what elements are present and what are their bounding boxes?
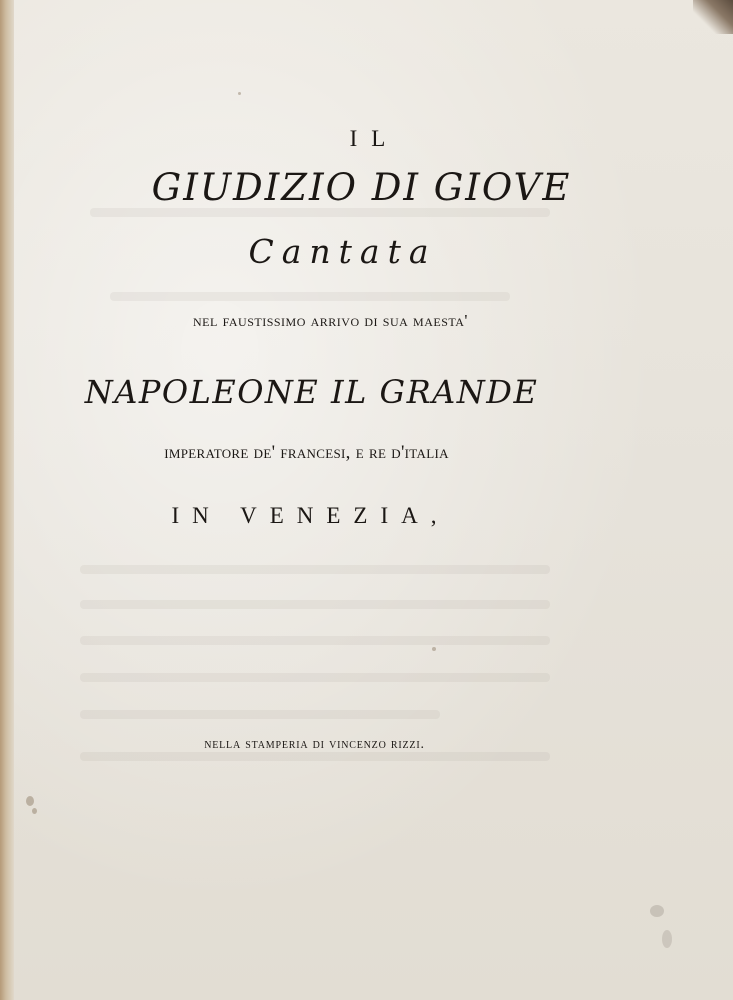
foxing-spot xyxy=(32,808,37,814)
main-title: GIUDIZIO DI GIOVE xyxy=(151,166,572,209)
bleed-through-line xyxy=(80,710,440,719)
bleed-through-line xyxy=(110,292,510,301)
bleed-through-line xyxy=(80,600,550,609)
imprint-line: nella stamperia di vincenzo rizzi. xyxy=(204,737,425,752)
place-line: IN VENEZIA, xyxy=(171,503,450,528)
bleed-through-line xyxy=(80,752,550,761)
occasion-line: nel faustissimo arrivo di sua maesta' xyxy=(193,311,468,330)
foxing-spot xyxy=(26,796,34,806)
bleed-through-line xyxy=(80,565,550,574)
foxing-spot xyxy=(432,647,436,651)
foxing-spot xyxy=(238,92,241,95)
dedicatee-titles: imperatore de' francesi, e re d'italia xyxy=(164,442,449,463)
bleed-through-line xyxy=(80,636,550,645)
genre-line: Cantata xyxy=(248,232,437,271)
foxing-spot xyxy=(662,930,672,948)
title-article: IL xyxy=(349,126,400,151)
bleed-through-line xyxy=(80,673,550,682)
foxing-spot xyxy=(650,905,664,917)
torn-corner xyxy=(693,0,733,34)
dedicatee-name: NAPOLEONE IL GRANDE xyxy=(84,373,539,411)
bleed-through-line xyxy=(90,208,550,217)
